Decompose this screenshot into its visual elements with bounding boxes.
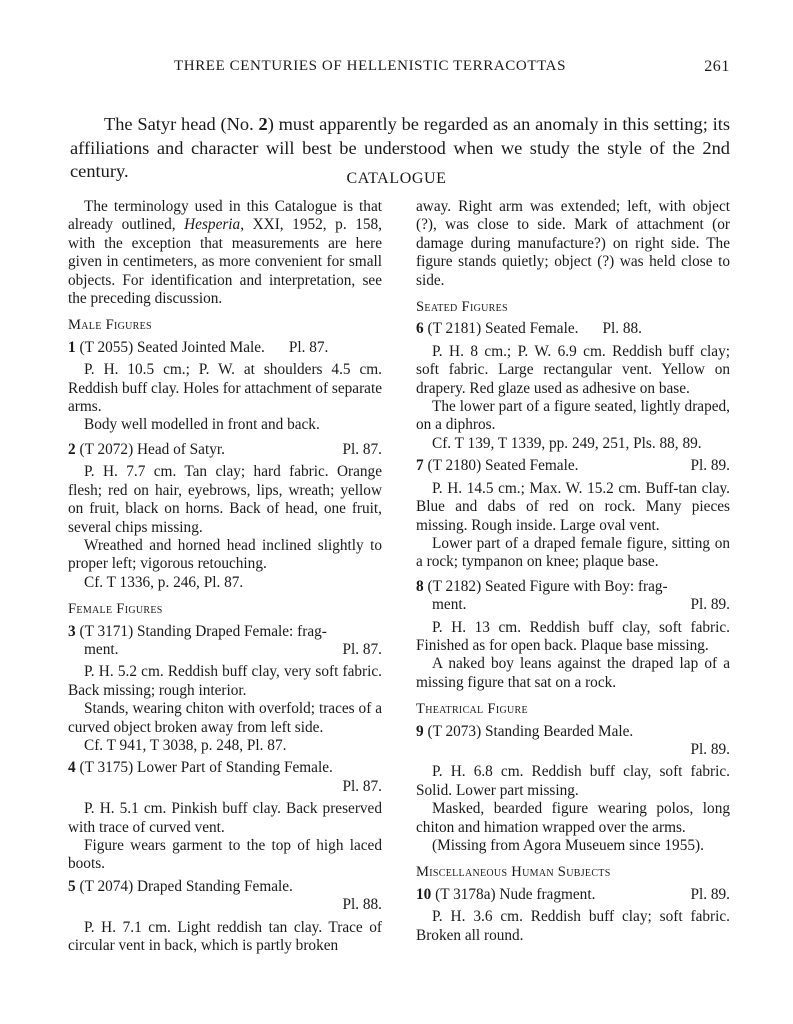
entry-5-description-cont: away. Right arm was extended; left, with object (?), was close to side. Mark of attachment (or damage during manufacture?) on right side. The figure stands quietly; object (?) was held close to side. xyxy=(416,198,730,289)
entry-1-note: Body well modelled in front and back. xyxy=(84,416,320,434)
entry-title: (T 3171) Standing Draped Female: frag- xyxy=(79,622,327,640)
entry-title: (T 2055) Seated Jointed Male. xyxy=(79,338,265,356)
left-column xyxy=(68,198,382,955)
entry-1-heading xyxy=(68,339,382,357)
entry-4-heading xyxy=(68,759,382,796)
section-heading-seated: Seated Figures xyxy=(416,299,508,316)
entry-title: (T 2180) Seated Female. xyxy=(427,457,579,475)
catalogue-title: CATALOGUE xyxy=(346,170,447,187)
entry-title: (T 2073) Standing Bearded Male. xyxy=(427,722,634,740)
entry-2-description: P. H. 7.7 cm. Tan clay; hard fabric. Orange flesh; red on hair, eyebrows, lips, wreath; yellow on fruit, black on horns. Back of head, one fruit, several chips missing. xyxy=(68,463,382,536)
entry-title-cont: ment. xyxy=(84,640,119,658)
entry-8-description: P. H. 13 cm. Reddish buff clay, soft fabric. Finished as for open back. Plaque base missing. xyxy=(416,618,730,654)
section-heading-theatrical: Theatrical Figure xyxy=(416,701,528,718)
entry-number: 1 xyxy=(68,338,76,356)
entry-6-description: P. H. 8 cm.; P. W. 6.9 cm. Reddish buff clay; soft fabric. Large rectangular vent. Yellow on drapery. Red glaze used as adhesive on base. xyxy=(416,342,730,397)
entry-7-heading xyxy=(416,457,730,475)
entry-number: 5 xyxy=(68,877,76,895)
entry-5-description: P. H. 7.1 cm. Light reddish tan clay. Trace of circular vent in back, which is partly broken xyxy=(68,918,382,955)
entry-number: 8 xyxy=(416,577,424,595)
section-heading-female: Female Figures xyxy=(68,601,163,618)
entry-number: 3 xyxy=(68,622,76,640)
entry-1-description: P. H. 10.5 cm.; P. W. at shoulders 4.5 cm. Reddish buff clay. Holes for attachment of separate arms. xyxy=(68,361,382,416)
right-column xyxy=(416,198,730,945)
plate-ref: Pl. 87. xyxy=(342,640,382,658)
entry-title: (T 3178a) Nude fragment. xyxy=(435,885,596,903)
plate-ref: Pl. 89. xyxy=(690,885,730,903)
entry-9-heading xyxy=(416,723,730,760)
entry-3-note: Stands, wearing chiton with overfold; traces of a curved object broken away from left side. xyxy=(68,700,382,736)
plate-ref: Pl. 88. xyxy=(602,320,642,338)
entry-2-heading xyxy=(68,441,382,459)
entry-title-cont: ment. xyxy=(432,596,467,614)
entry-title: (T 2072) Head of Satyr. xyxy=(79,440,225,458)
entry-7-note: Lower part of a draped female figure, sitting on a rock; tympanon on knee; plaque base. xyxy=(416,534,730,571)
entry-3-cf: Cf. T 941, T 3038, p. 248, Pl. 87. xyxy=(84,736,287,754)
page-number: 261 xyxy=(704,58,730,75)
intro-item-number: 2 xyxy=(258,114,268,135)
plate-ref: Pl. 88. xyxy=(342,896,382,914)
section-heading-male: Male Figures xyxy=(68,317,152,334)
entry-number: 6 xyxy=(416,320,424,338)
entry-10-heading xyxy=(416,886,730,904)
entry-6-cf: Cf. T 139, T 1339, pp. 249, 251, Pls. 88, 89. xyxy=(432,434,702,452)
entry-title: (T 2182) Seated Figure with Boy: frag- xyxy=(427,577,668,595)
entry-10-description: P. H. 3.6 cm. Reddish buff clay; soft fabric. Broken all round. xyxy=(416,908,730,944)
entry-number: 7 xyxy=(416,457,424,475)
entry-9-note-2: (Missing from Agora Museuem since 1955). xyxy=(432,837,704,854)
entry-4-description: P. H. 5.1 cm. Pinkish buff clay. Back preserved with trace of curved vent. xyxy=(68,800,382,836)
intro-text-post: ) must apparently be regarded as an anomaly in this setting; its affiliations and character will best be understood when we study the style of the 2nd century. xyxy=(70,114,730,182)
plate-ref: Pl. 87. xyxy=(342,440,382,458)
entry-3-heading xyxy=(68,623,382,660)
entry-4-note: Figure wears garment to the top of high laced boots. xyxy=(68,837,382,873)
entry-8-heading xyxy=(416,578,730,615)
entry-8-note: A naked boy leans against the draped lap of a missing figure that sat on a rock. xyxy=(416,655,730,691)
preface-text-cont: XXI, 1952, p. 158, with the exception that measurements are here given in centimeters, as more convenient for small objects. For identification and interpretation, see the preceding discussion. xyxy=(68,216,382,308)
entry-7-description: P. H. 14.5 cm.; Max. W. 15.2 cm. Buff-tan clay. Blue and dabs of red on rock. Many pieces missing. Rough inside. Large oval vent. xyxy=(416,479,730,534)
entry-2-note: Wreathed and horned head inclined slightly to proper left; vigorous retouching. xyxy=(68,536,382,573)
section-heading-misc: Miscellaneous Human Subjects xyxy=(416,864,611,881)
plate-ref: Pl. 89. xyxy=(690,596,730,614)
entry-6-heading xyxy=(416,320,730,338)
entry-number: 9 xyxy=(416,722,424,740)
plate-ref: Pl. 87. xyxy=(288,338,329,356)
entry-9-description: P. H. 6.8 cm. Reddish buff clay, soft fabric. Solid. Lower part missing. xyxy=(416,763,730,799)
plate-ref: Pl. 89. xyxy=(690,457,730,475)
entry-2-cf: Cf. T 1336, p. 246, Pl. 87. xyxy=(84,573,244,591)
plate-ref: Pl. 87. xyxy=(342,777,382,795)
plate-ref: Pl. 89. xyxy=(690,740,730,758)
entry-title: (T 2181) Seated Female. xyxy=(427,320,579,338)
entry-title: (T 2074) Draped Standing Female. xyxy=(79,877,293,895)
intro-text-pre: The Satyr head (No. xyxy=(104,114,259,135)
catalogue-preface xyxy=(68,198,382,308)
running-head-title: THREE CENTURIES OF HELLENISTIC TERRACOTTAS xyxy=(174,58,567,74)
entry-number: 10 xyxy=(416,885,432,903)
entry-number: 2 xyxy=(68,440,76,458)
entry-title: (T 3175) Lower Part of Standing Female. xyxy=(79,759,333,777)
entry-6-note: The lower part of a figure seated, lightly draped, on a diphros. xyxy=(416,398,730,434)
entry-number: 4 xyxy=(68,759,76,777)
preface-text: The terminology used in this Catalogue is that already outlined, xyxy=(68,198,382,234)
entry-5-heading xyxy=(68,878,382,915)
journal-title: Hesperia, xyxy=(184,216,245,234)
entry-9-note: Masked, bearded figure wearing polos, long chiton and himation wrapped over the arms. xyxy=(416,800,730,836)
entry-3-description: P. H. 5.2 cm. Reddish buff clay, very soft fabric. Back missing; rough interior. xyxy=(68,663,382,699)
